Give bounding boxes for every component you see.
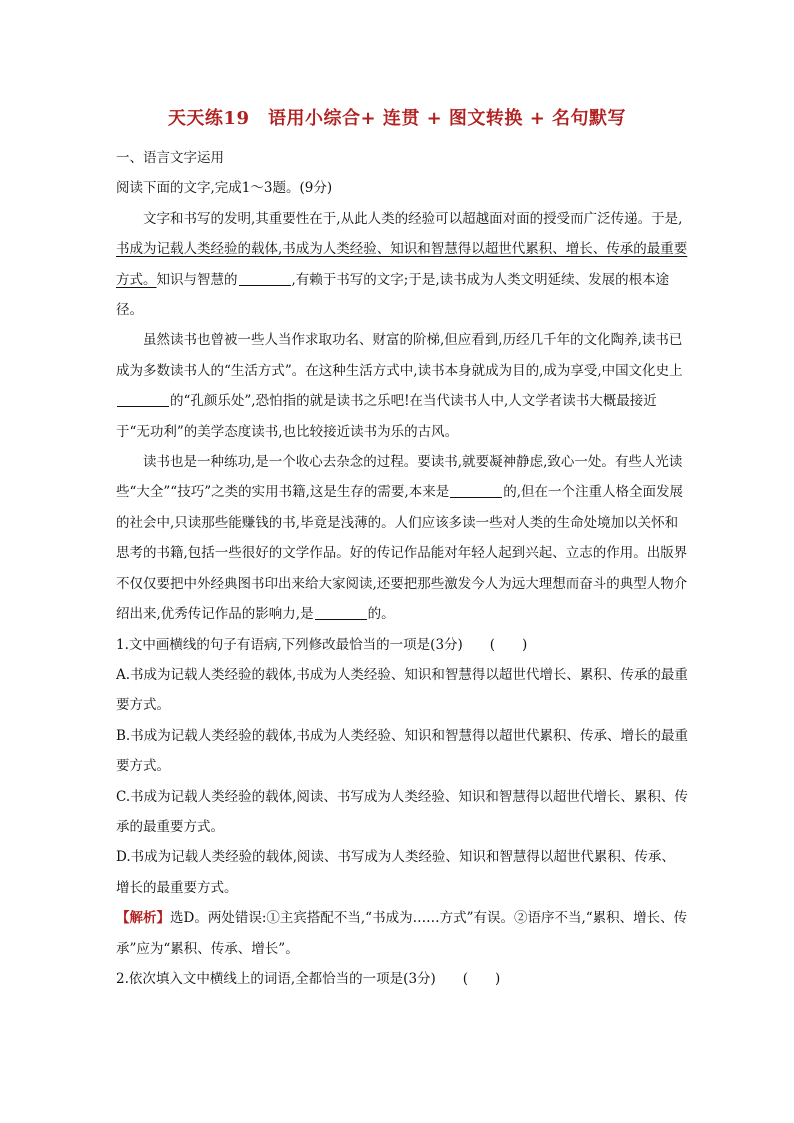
- analysis-text: 选D。两处错误:①主宾搭配不当,“书成为……方式”有误。②语序不当,“累积、增长、传承”应为“累积、传承、增长”。: [116, 910, 688, 957]
- passage-text: 文字和书写的发明,其重要性在于,从此人类的经验可以超越面对面的授受而广泛传递。于是,: [143, 210, 683, 227]
- passage-paragraph-1: [116, 204, 688, 326]
- passage-text: 虽然读书也曾被一些人当作求取功名、财富的阶梯,但应看到,历经几千年的文化陶养,读书已成为多数读书人的“生活方式”。在这种生活方式中,读书本身就成为目的,成为享受,中国文化史上: [116, 332, 683, 379]
- passage-text: 的,但在一个注重人格全面发展的社会中,只读那些能赚钱的书,毕竟是浅薄的。人们应该多读一些对人类的生命处境加以关怀和思考的书籍,包括一些很好的文学作品。好的传记作品能对年轻人起到兴起、立志的作用。出版界不仅仅要把中外经典图书印出来给大家阅读,还要把那些激发今人为远大理想而奋斗的典型人物介绍出来,优秀传记作品的影响力,是: [116, 484, 688, 623]
- underlined-sentence: 书成为记载人类经验的载体,书成为人类经验、知识和智慧得以超世代累积、增长、传承的最重要方式。: [116, 241, 688, 288]
- question-1-option-d: D.书成为记载人类经验的载体,阅读、书写成为人类经验、知识和智慧得以超世代累积、传承、增长的最重要方式。: [116, 849, 675, 896]
- document-body: [116, 143, 688, 994]
- reading-instruction: 阅读下面的文字,完成1～3题。(9分): [116, 180, 333, 197]
- question-1-option-a: A.书成为记载人类经验的载体,书成为人类经验、知识和智慧得以超世代增长、累积、传承的最重要方式。: [116, 666, 688, 714]
- analysis-label: 【解析】: [116, 910, 170, 927]
- passage-paragraph-2: [116, 325, 688, 447]
- fill-blank-4: [315, 605, 367, 620]
- question-1-option-b: B.书成为记载人类经验的载体,书成为人类经验、知识和智慧得以超世代累积、传承、增长的最重要方式。: [116, 727, 689, 775]
- fill-blank-3: [450, 483, 502, 498]
- fill-blank-2: [117, 392, 169, 407]
- question-1-option-c: C.书成为记载人类经验的载体,阅读、书写成为人类经验、知识和智慧得以超世代增长、累积、传承的最重要方式。: [116, 788, 688, 835]
- question-1-analysis: [116, 903, 688, 964]
- passage-text: ,有赖于书写的文字;于是,读书成为人类文明延续、发展的根本途径。: [116, 271, 670, 319]
- fill-blank-1: [239, 271, 291, 286]
- question-1-stem: 1.文中画横线的句子有语病,下列修改最恰当的一项是(3分) ( ): [116, 636, 528, 653]
- passage-text: 的“孔颜乐处”,恐怕指的就是读书之乐吧!在当代读书人中,人文学者读书大概最接近于“无功利”的美学态度读书,也比较接近读书为乐的古风。: [116, 393, 657, 440]
- passage-text: 的。: [367, 606, 395, 623]
- passage-paragraph-3: [116, 447, 688, 629]
- section-heading: 一、语言文字运用: [116, 150, 224, 166]
- passage-text: 读书也是一种练功,是一个收心去杂念的过程。要读书,就要凝神静虑,致心一处。有些人光读些“大全”“技巧”之类的实用书籍,这是生存的需要,本来是: [116, 454, 683, 501]
- passage-text: 知识与智慧的: [156, 271, 238, 288]
- page-title: 天天练19 语用小综合+ 连贯 + 图文转换 + 名句默写: [167, 108, 627, 129]
- question-2-stem: 2.依次填入文中横线上的词语,全都恰当的一项是(3分) ( ): [116, 970, 501, 987]
